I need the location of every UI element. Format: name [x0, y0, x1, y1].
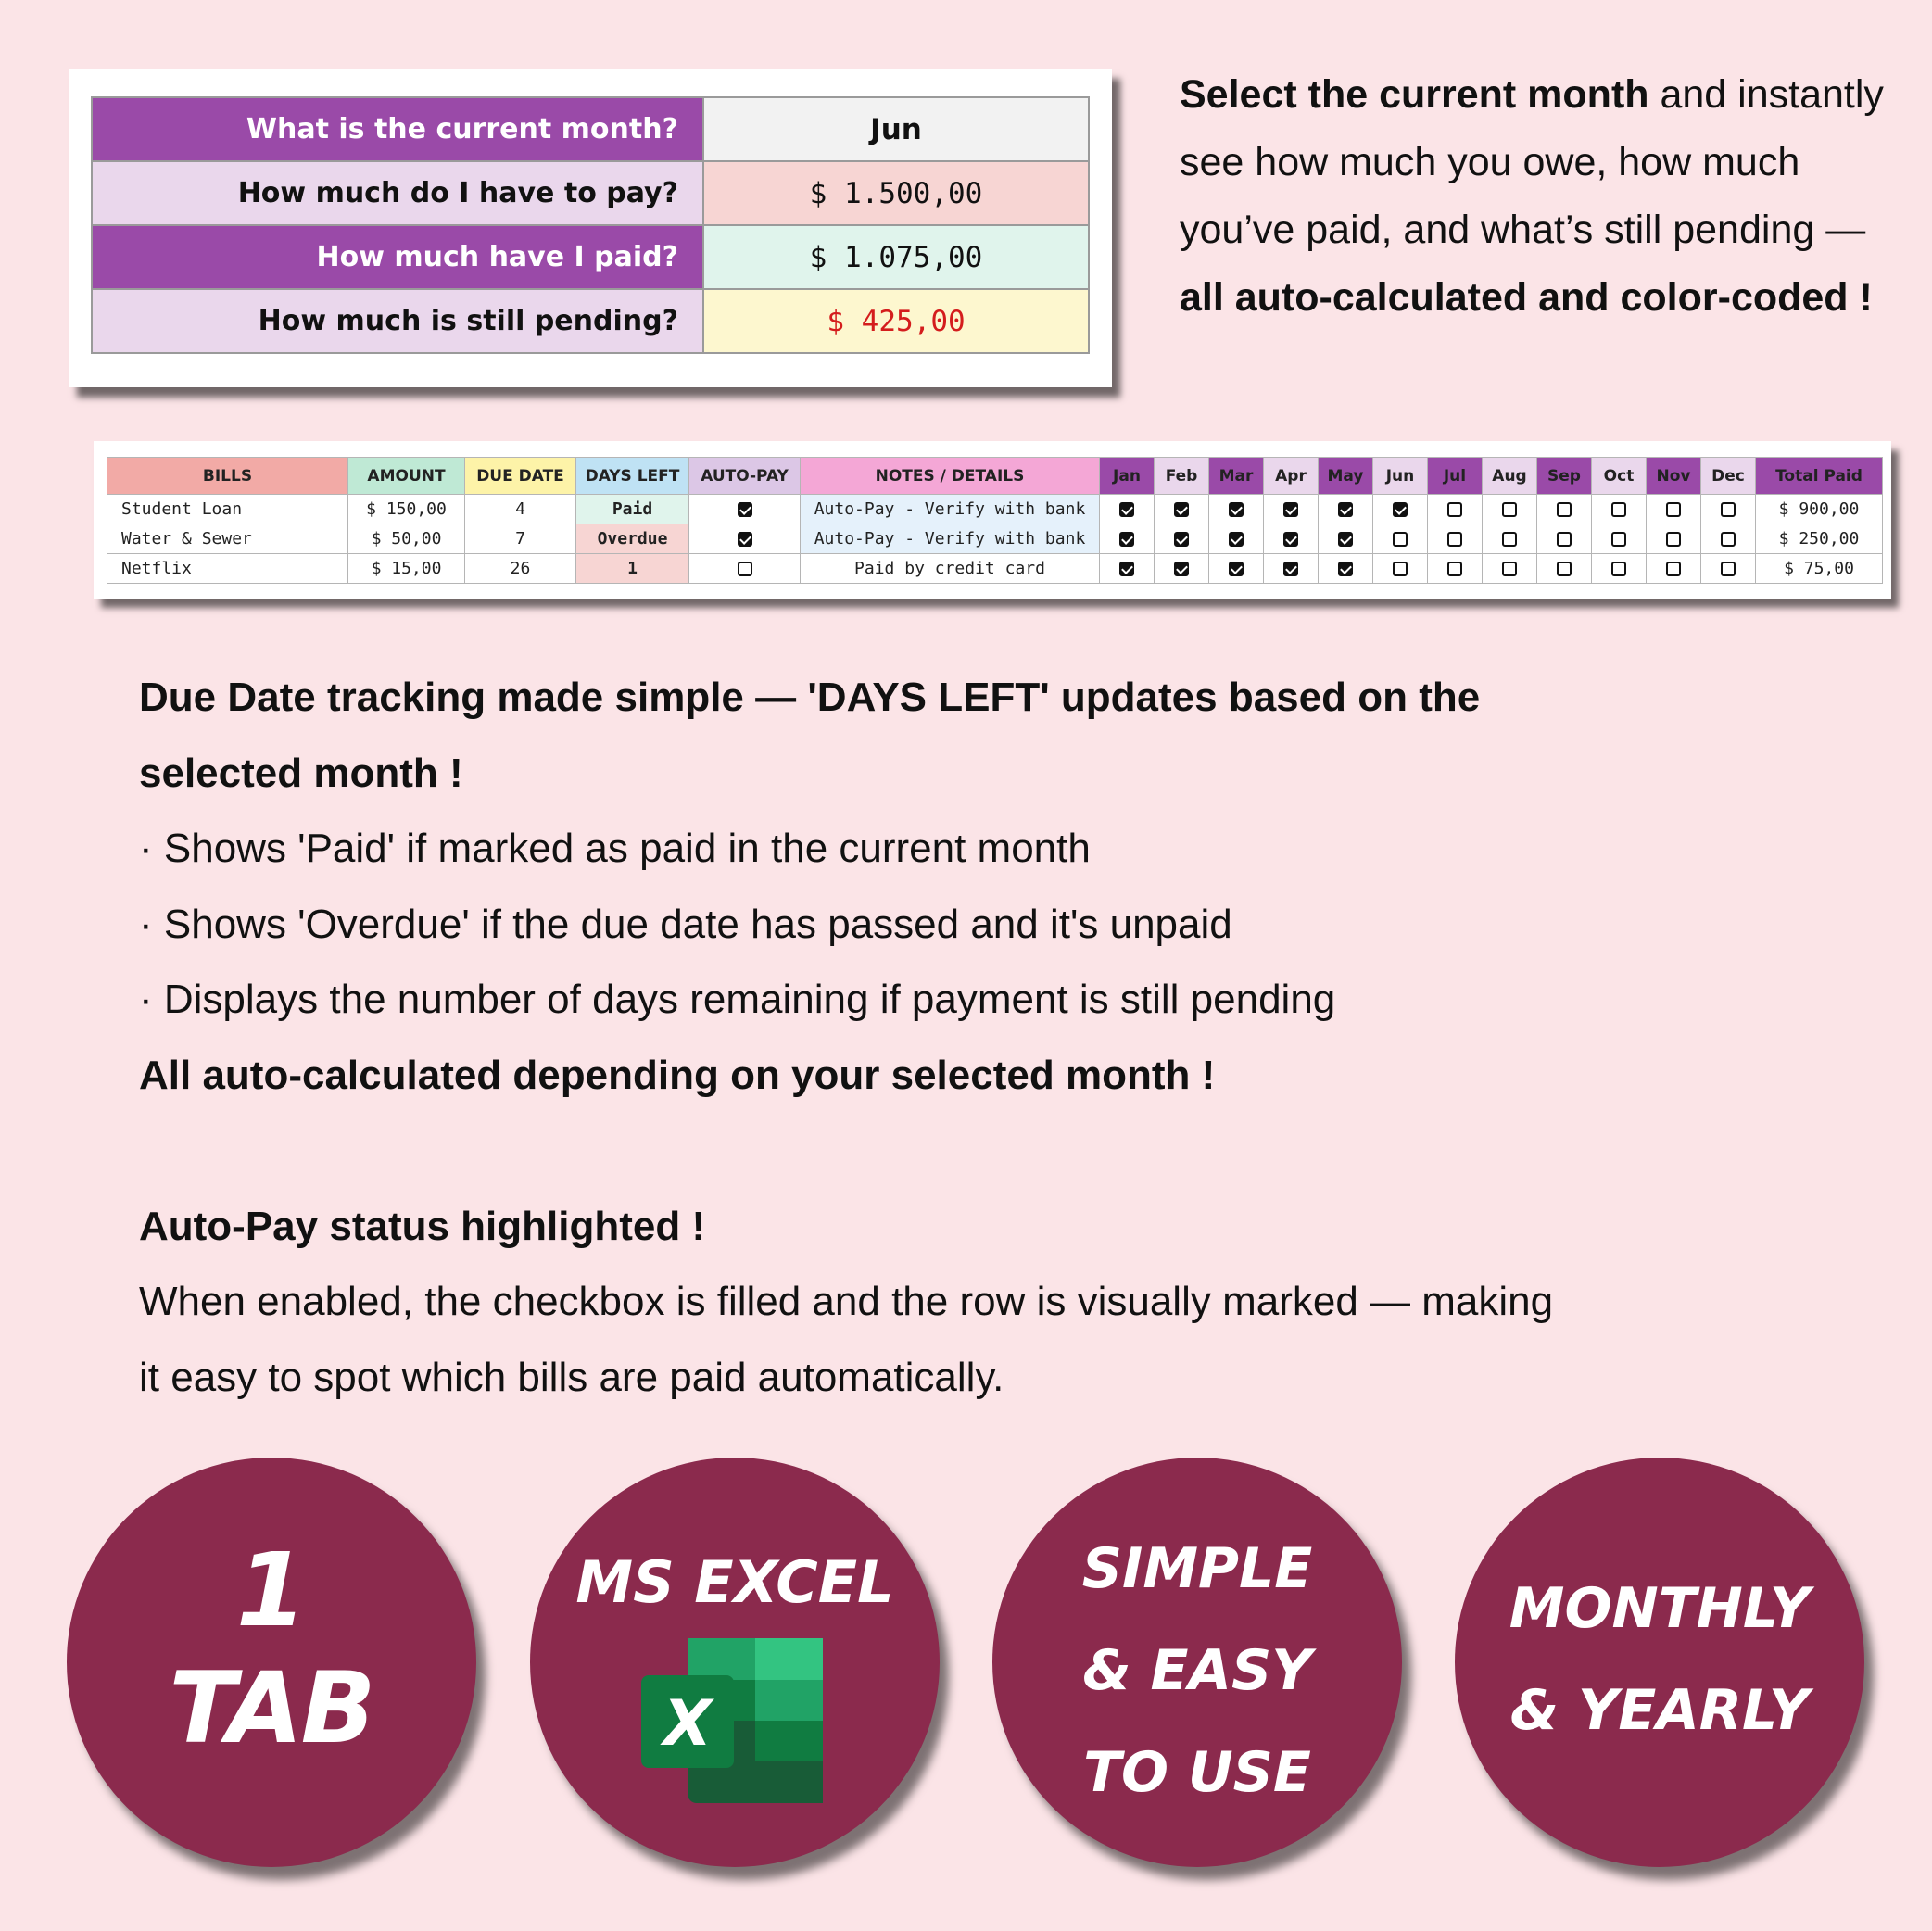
month-paid-cell [1537, 495, 1592, 524]
intro-bold-1: Select the current month [1180, 72, 1649, 117]
summary-row-paid [92, 225, 1089, 289]
paid-checkbox-nov[interactable] [1666, 502, 1681, 517]
bill-amount[interactable]: $ 15,00 [348, 554, 465, 584]
month-paid-cell [1264, 554, 1319, 584]
bills-card [94, 441, 1891, 599]
header-month-aug: Aug [1483, 458, 1537, 495]
paid-checkbox-dec[interactable] [1721, 532, 1736, 547]
month-paid-cell [1428, 495, 1483, 524]
month-paid-cell [1483, 554, 1537, 584]
month-paid-cell [1209, 495, 1264, 524]
month-paid-cell [1155, 495, 1209, 524]
paid-checkbox-jan[interactable] [1119, 562, 1134, 576]
header-month-nov: Nov [1647, 458, 1701, 495]
description [139, 660, 1825, 1415]
month-paid-cell [1319, 554, 1373, 584]
header-month-dec: Dec [1701, 458, 1756, 495]
bullet-overdue: · Shows 'Overdue' if the due date has passed and it's unpaid [139, 901, 1232, 947]
badge-monthly-yearly [1455, 1458, 1864, 1867]
month-paid-cell [1647, 524, 1701, 554]
badge-simple-easy [992, 1458, 1402, 1867]
paid-checkbox-mar[interactable] [1229, 502, 1244, 517]
bill-total-paid: $ 900,00 [1756, 495, 1883, 524]
bill-due-date[interactable]: 7 [465, 524, 576, 554]
bullet-days-remaining: · Displays the number of days remaining if payment is still pending [139, 977, 1336, 1022]
month-paid-cell [1319, 524, 1373, 554]
header-month-jun: Jun [1373, 458, 1428, 495]
badge-simple-line-3: TO USE [1083, 1740, 1311, 1805]
intro-bold-2: all auto-calculated and color-coded ! [1180, 275, 1873, 320]
month-paid-cell [1592, 554, 1647, 584]
header-month-apr: Apr [1264, 458, 1319, 495]
intro-body: and instantly see how much you owe, how much you’ve paid, and what’s still pending — [1180, 72, 1884, 252]
bill-notes[interactable]: Auto-Pay - Verify with bank [801, 524, 1100, 554]
summary-question: How much have I paid? [92, 225, 703, 289]
month-paid-cell [1100, 524, 1155, 554]
month-paid-cell [1100, 554, 1155, 584]
intro-text [1180, 61, 1912, 332]
paid-checkbox-dec[interactable] [1721, 502, 1736, 517]
bill-name[interactable]: Netflix [107, 554, 348, 584]
bill-amount[interactable]: $ 150,00 [348, 495, 465, 524]
month-paid-cell [1537, 554, 1592, 584]
auto-pay-checkbox[interactable] [738, 562, 752, 576]
header-month-jul: Jul [1428, 458, 1483, 495]
paid-checkbox-oct[interactable] [1611, 502, 1626, 517]
paid-checkbox-nov[interactable] [1666, 562, 1681, 576]
month-paid-cell [1483, 495, 1537, 524]
month-paid-cell [1155, 554, 1209, 584]
badge-tab-word: TAB [169, 1651, 374, 1765]
bills-table [107, 457, 1883, 584]
badge-one-tab [67, 1458, 476, 1867]
header-month-mar: Mar [1209, 458, 1264, 495]
bill-row [107, 524, 1883, 554]
header-month-oct: Oct [1592, 458, 1647, 495]
badge-simple-line-1: SIMPLE [1081, 1536, 1313, 1601]
bill-notes[interactable]: Auto-Pay - Verify with bank [801, 495, 1100, 524]
summary-question: How much do I have to pay? [92, 161, 703, 225]
excel-icon [641, 1638, 827, 1805]
bill-days-left: 1 [576, 554, 689, 584]
summary-row-owe [92, 161, 1089, 225]
month-paid-cell [1647, 495, 1701, 524]
month-paid-cell [1701, 524, 1756, 554]
paid-checkbox-sep[interactable] [1557, 562, 1572, 576]
paid-checkbox-dec[interactable] [1721, 562, 1736, 576]
month-paid-cell [1209, 554, 1264, 584]
bill-row [107, 554, 1883, 584]
bill-name[interactable]: Water & Sewer [107, 524, 348, 554]
paid-checkbox-sep[interactable] [1557, 532, 1572, 547]
header-month-jan: Jan [1100, 458, 1155, 495]
excel-logo-letter: X [663, 1687, 713, 1761]
summary-row-month [92, 97, 1089, 161]
paid-checkbox-jan[interactable] [1119, 532, 1134, 547]
header-month-may: May [1319, 458, 1373, 495]
bill-auto-pay-cell [689, 495, 801, 524]
bill-auto-pay-cell [689, 554, 801, 584]
month-paid-cell [1428, 524, 1483, 554]
month-paid-cell [1647, 554, 1701, 584]
bill-due-date[interactable]: 4 [465, 495, 576, 524]
bullet-paid: · Shows 'Paid' if marked as paid in the current month [139, 826, 1091, 871]
month-paid-cell [1319, 495, 1373, 524]
month-paid-cell [1483, 524, 1537, 554]
bill-amount[interactable]: $ 50,00 [348, 524, 465, 554]
bill-days-left: Overdue [576, 524, 689, 554]
paid-checkbox-jul[interactable] [1447, 532, 1462, 547]
paid-checkbox-oct[interactable] [1611, 532, 1626, 547]
bills-header-row [107, 458, 1883, 495]
amount-to-pay-value: $ 1.500,00 [703, 161, 1089, 225]
autopay-heading: Auto-Pay status highlighted ! [139, 1203, 706, 1249]
bill-row [107, 495, 1883, 524]
paid-checkbox-aug[interactable] [1502, 532, 1517, 547]
paid-checkbox-aug[interactable] [1502, 502, 1517, 517]
header-notes: NOTES / DETAILS [801, 458, 1100, 495]
month-paid-cell [1373, 554, 1428, 584]
month-paid-cell [1373, 495, 1428, 524]
badge-monthly-line-2: & YEARLY [1509, 1678, 1810, 1743]
paid-checkbox-jun[interactable] [1393, 562, 1408, 576]
paid-checkbox-jul[interactable] [1447, 502, 1462, 517]
summary-question: What is the current month? [92, 97, 703, 161]
header-due-date: DUE DATE [465, 458, 576, 495]
month-paid-cell [1428, 554, 1483, 584]
month-paid-cell [1701, 495, 1756, 524]
auto-calc-summary: All auto-calculated depending on your selected month ! [139, 1052, 1216, 1098]
header-amount: AMOUNT [348, 458, 465, 495]
paid-checkbox-apr[interactable] [1283, 532, 1298, 547]
auto-pay-checkbox[interactable] [738, 532, 752, 547]
month-paid-cell [1100, 495, 1155, 524]
bill-notes[interactable]: Paid by credit card [801, 554, 1100, 584]
header-total-paid: Total Paid [1756, 458, 1883, 495]
paid-checkbox-may[interactable] [1338, 562, 1353, 576]
amount-paid-value: $ 1.075,00 [703, 225, 1089, 289]
paid-checkbox-feb[interactable] [1174, 502, 1189, 517]
paid-checkbox-may[interactable] [1338, 532, 1353, 547]
paid-checkbox-aug[interactable] [1502, 562, 1517, 576]
header-auto-pay: AUTO-PAY [689, 458, 801, 495]
paid-checkbox-feb[interactable] [1174, 532, 1189, 547]
paid-checkbox-apr[interactable] [1283, 562, 1298, 576]
summary-table [91, 96, 1090, 354]
bill-due-date[interactable]: 26 [465, 554, 576, 584]
paid-checkbox-mar[interactable] [1229, 532, 1244, 547]
paid-checkbox-feb[interactable] [1174, 562, 1189, 576]
bill-days-left: Paid [576, 495, 689, 524]
month-paid-cell [1373, 524, 1428, 554]
paid-checkbox-jun[interactable] [1393, 502, 1408, 517]
paid-checkbox-sep[interactable] [1557, 502, 1572, 517]
header-days-left: DAYS LEFT [576, 458, 689, 495]
due-date-heading-cont: selected month ! [139, 750, 463, 796]
paid-checkbox-mar[interactable] [1229, 562, 1244, 576]
summary-card [69, 69, 1112, 387]
paid-checkbox-apr[interactable] [1283, 502, 1298, 517]
paid-checkbox-jan[interactable] [1119, 502, 1134, 517]
month-paid-cell [1209, 524, 1264, 554]
spacer [139, 1113, 1825, 1189]
autopay-text-1: When enabled, the checkbox is filled and the row is visually marked — making [139, 1279, 1554, 1324]
header-month-feb: Feb [1155, 458, 1209, 495]
badge-excel-title: MS EXCEL [575, 1548, 894, 1616]
badge-tab-number: 1 [235, 1531, 308, 1649]
autopay-text-2: it easy to spot which bills are paid automatically. [139, 1354, 1004, 1400]
header-month-sep: Sep [1537, 458, 1592, 495]
month-paid-cell [1155, 524, 1209, 554]
bill-total-paid: $ 250,00 [1756, 524, 1883, 554]
badge-monthly-line-1: MONTHLY [1509, 1576, 1811, 1641]
month-paid-cell [1592, 524, 1647, 554]
amount-pending-value: $ 425,00 [703, 289, 1089, 353]
current-month-select[interactable]: Jun [703, 97, 1089, 161]
paid-checkbox-may[interactable] [1338, 502, 1353, 517]
month-paid-cell [1592, 495, 1647, 524]
paid-checkbox-nov[interactable] [1666, 532, 1681, 547]
auto-pay-checkbox[interactable] [738, 502, 752, 517]
paid-checkbox-jul[interactable] [1447, 562, 1462, 576]
bill-auto-pay-cell [689, 524, 801, 554]
summary-row-pending [92, 289, 1089, 353]
paid-checkbox-jun[interactable] [1393, 532, 1408, 547]
header-bills: BILLS [107, 458, 348, 495]
month-paid-cell [1537, 524, 1592, 554]
month-paid-cell [1264, 524, 1319, 554]
badge-ms-excel [530, 1458, 940, 1867]
month-paid-cell [1264, 495, 1319, 524]
paid-checkbox-oct[interactable] [1611, 562, 1626, 576]
badge-simple-line-2: & EASY [1082, 1638, 1312, 1703]
month-paid-cell [1701, 554, 1756, 584]
bill-total-paid: $ 75,00 [1756, 554, 1883, 584]
bill-name[interactable]: Student Loan [107, 495, 348, 524]
summary-question: How much is still pending? [92, 289, 703, 353]
due-date-heading: Due Date tracking made simple — 'DAYS LEFT' updates based on the [139, 675, 1481, 720]
